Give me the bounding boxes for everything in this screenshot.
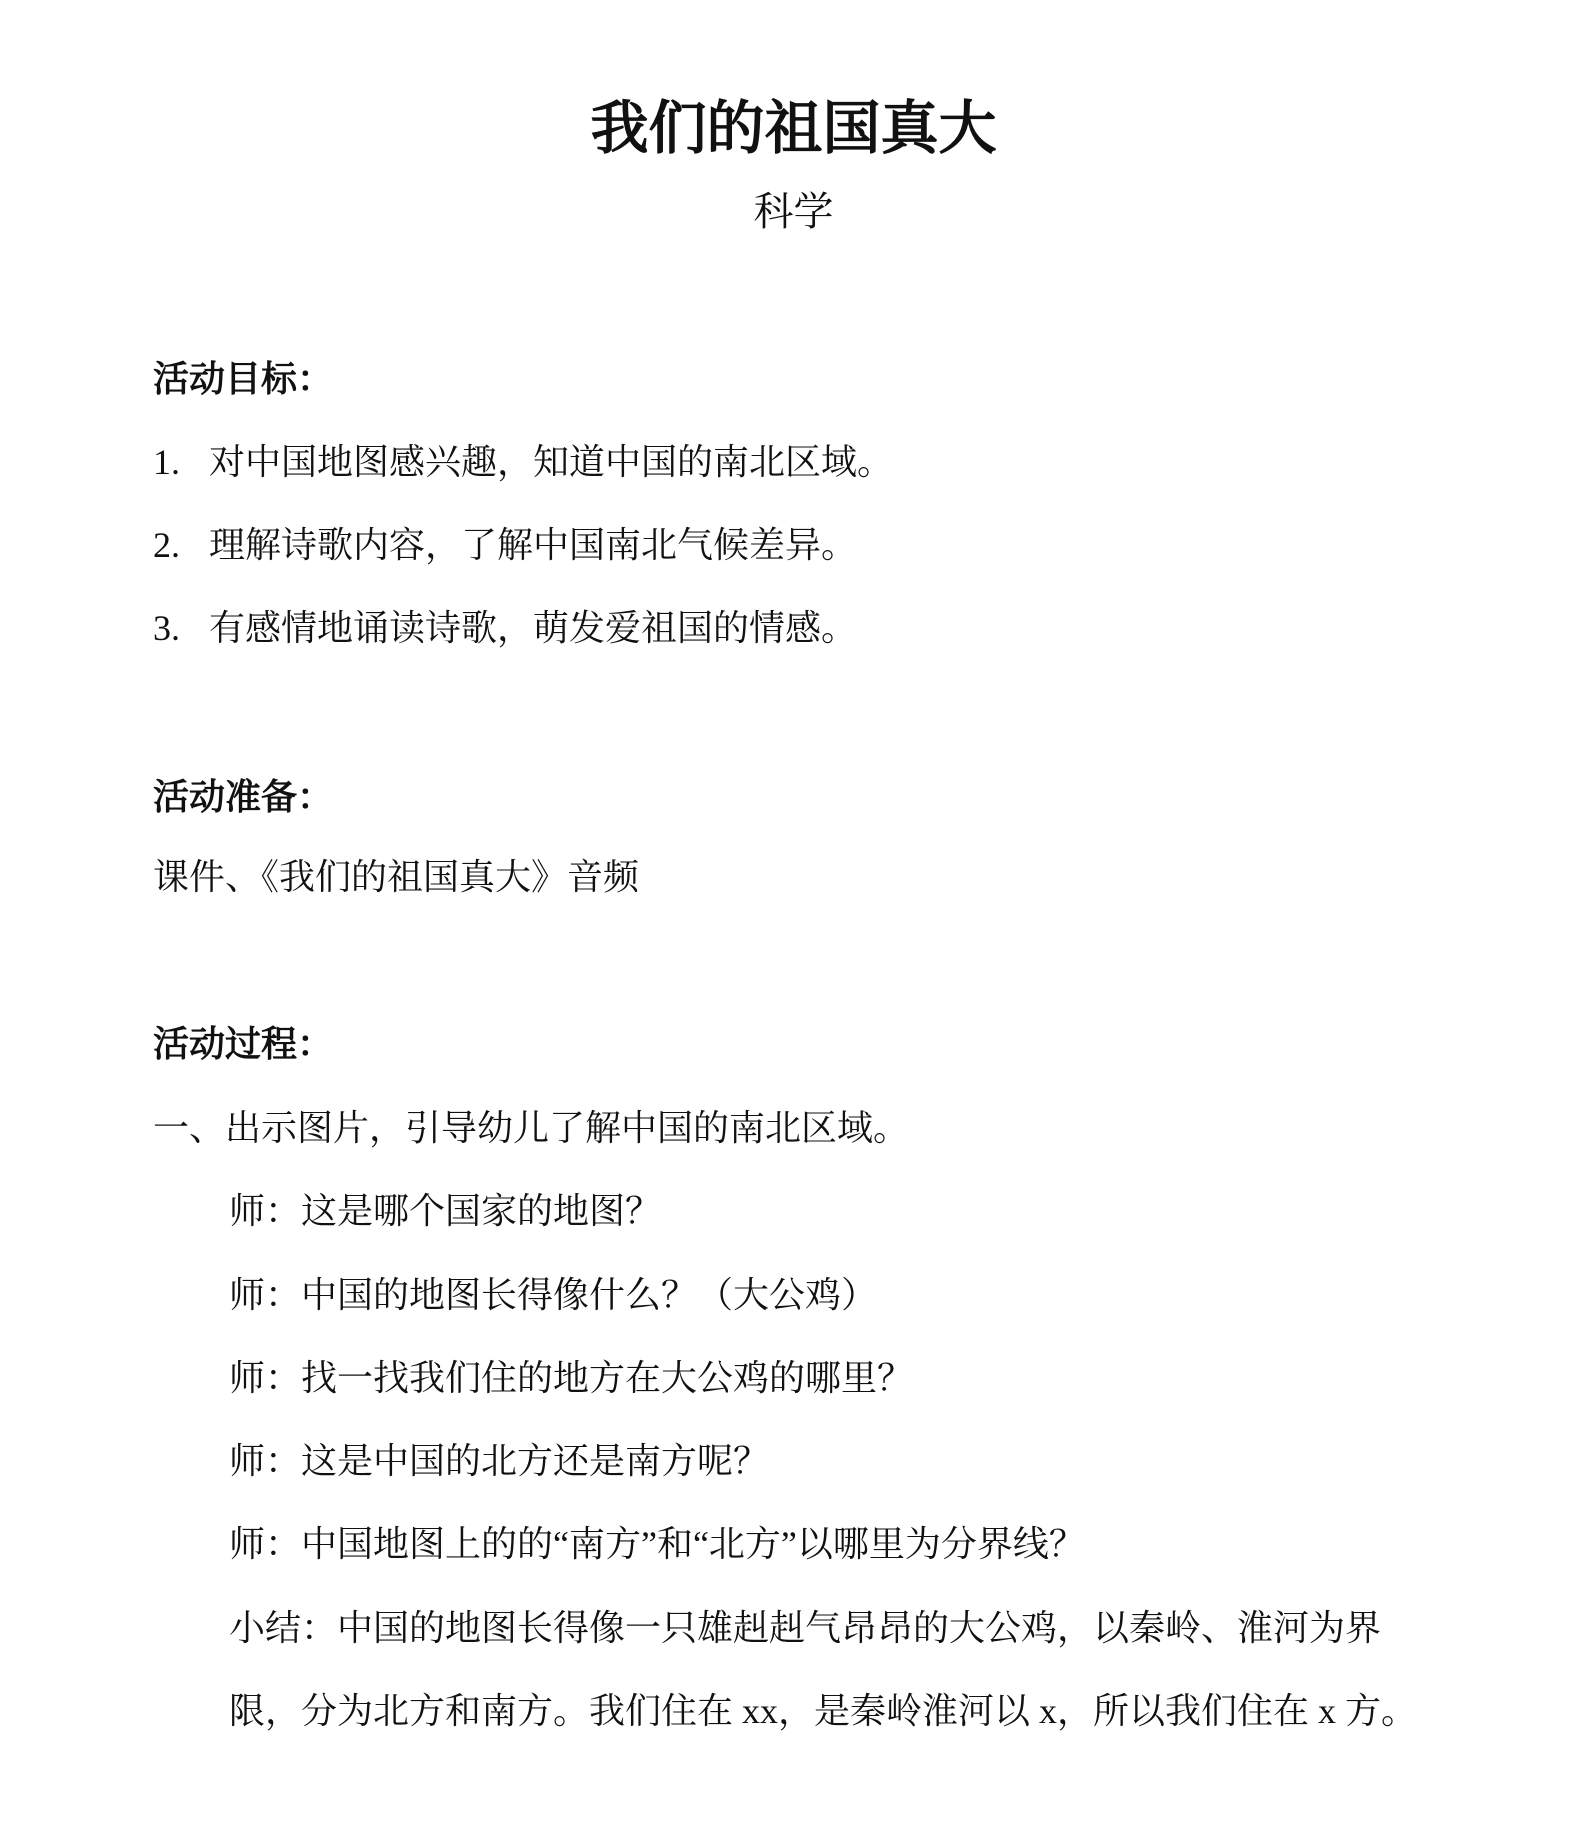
goal-item — [153, 440, 893, 484]
teacher-line: 师：这是中国的北方还是南方呢？ — [229, 1441, 770, 1481]
process-step-1: 一、出示图片，引导幼儿了解中国的南北区域。 — [153, 1108, 910, 1148]
preparation-heading: 活动准备： — [153, 777, 334, 817]
goal-number: 3. — [153, 608, 180, 648]
document-title: 我们的祖国真大 — [590, 96, 997, 161]
goal-item — [153, 606, 857, 650]
teacher-line: 师：找一找我们住的地方在大公鸡的哪里？ — [229, 1358, 914, 1398]
summary-line: 限，分为北方和南方。我们住在 xx，是秦岭淮河以 x，所以我们住在 x 方。 — [229, 1691, 1418, 1731]
summary-line: 小结：中国的地图长得像一只雄赳赳气昂昂的大公鸡，以秦岭、淮河为界 — [229, 1608, 1382, 1648]
goal-number: 1. — [153, 442, 180, 482]
teacher-line: 师：中国的地图长得像什么？（大公鸡） — [229, 1275, 878, 1315]
preparation-text: 课件、《我们的祖国真大》音频 — [153, 857, 640, 897]
teacher-line: 师：中国地图上的的“南方”和“北方”以哪里为分界线？ — [229, 1524, 1085, 1564]
process-heading: 活动过程： — [153, 1024, 334, 1064]
goal-text: 有感情地诵读诗歌，萌发爱祖国的情感。 — [209, 608, 858, 648]
goals-heading: 活动目标： — [153, 359, 334, 399]
document-subtitle: 科学 — [753, 189, 834, 234]
goal-text: 对中国地图感兴趣，知道中国的南北区域。 — [209, 442, 894, 482]
teacher-line: 师：这是哪个国家的地图？ — [229, 1191, 662, 1231]
goal-text: 理解诗歌内容，了解中国南北气候差异。 — [209, 525, 858, 565]
goal-item — [153, 523, 857, 567]
goal-number: 2. — [153, 525, 180, 565]
